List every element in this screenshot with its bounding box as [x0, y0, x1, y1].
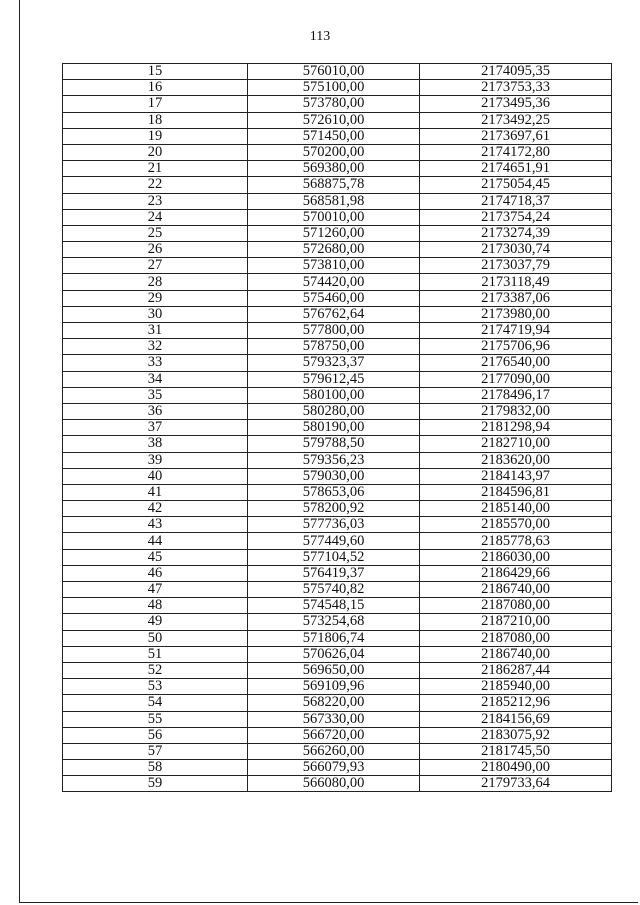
table-row — [63, 193, 612, 209]
x-coordinate-cell: 566079,93 — [248, 760, 420, 776]
x-coordinate-cell: 580190,00 — [248, 420, 420, 436]
point-number-cell: 21 — [63, 161, 248, 177]
x-coordinate-cell: 576419,37 — [248, 565, 420, 581]
point-number-cell: 42 — [63, 501, 248, 517]
y-coordinate-cell: 2187080,00 — [420, 598, 612, 614]
point-number-cell: 46 — [63, 565, 248, 581]
point-number-cell: 47 — [63, 582, 248, 598]
point-number-cell: 50 — [63, 630, 248, 646]
x-coordinate-cell: 576762,64 — [248, 306, 420, 322]
y-coordinate-cell: 2187210,00 — [420, 614, 612, 630]
point-number-cell: 34 — [63, 371, 248, 387]
x-coordinate-cell: 577800,00 — [248, 323, 420, 339]
x-coordinate-cell: 566720,00 — [248, 727, 420, 743]
table-row — [63, 64, 612, 80]
y-coordinate-cell: 2186429,66 — [420, 565, 612, 581]
table-row — [63, 727, 612, 743]
point-number-cell: 17 — [63, 96, 248, 112]
point-number-cell: 22 — [63, 177, 248, 193]
y-coordinate-cell: 2181298,94 — [420, 420, 612, 436]
point-number-cell: 40 — [63, 468, 248, 484]
x-coordinate-cell: 568581,98 — [248, 193, 420, 209]
y-coordinate-cell: 2173118,49 — [420, 274, 612, 290]
table-row — [63, 582, 612, 598]
y-coordinate-cell: 2184143,97 — [420, 468, 612, 484]
table-row — [63, 614, 612, 630]
x-coordinate-cell: 579356,23 — [248, 452, 420, 468]
table-row — [63, 760, 612, 776]
x-coordinate-cell: 579612,45 — [248, 371, 420, 387]
table-row — [63, 420, 612, 436]
point-number-cell: 44 — [63, 533, 248, 549]
point-number-cell: 54 — [63, 695, 248, 711]
y-coordinate-cell: 2185140,00 — [420, 501, 612, 517]
y-coordinate-cell: 2185940,00 — [420, 679, 612, 695]
table-row — [63, 274, 612, 290]
point-number-cell: 20 — [63, 144, 248, 160]
table-row — [63, 776, 612, 792]
y-coordinate-cell: 2183620,00 — [420, 452, 612, 468]
x-coordinate-cell: 573254,68 — [248, 614, 420, 630]
table-row — [63, 484, 612, 500]
point-number-cell: 28 — [63, 274, 248, 290]
point-number-cell: 45 — [63, 549, 248, 565]
y-coordinate-cell: 2173753,33 — [420, 80, 612, 96]
y-coordinate-cell: 2173030,74 — [420, 242, 612, 258]
y-coordinate-cell: 2184156,69 — [420, 711, 612, 727]
point-number-cell: 35 — [63, 387, 248, 403]
x-coordinate-cell: 579788,50 — [248, 436, 420, 452]
point-number-cell: 16 — [63, 80, 248, 96]
y-coordinate-cell: 2175706,96 — [420, 339, 612, 355]
x-coordinate-cell: 575100,00 — [248, 80, 420, 96]
y-coordinate-cell: 2186030,00 — [420, 549, 612, 565]
x-coordinate-cell: 568875,78 — [248, 177, 420, 193]
x-coordinate-cell: 577736,03 — [248, 517, 420, 533]
point-number-cell: 43 — [63, 517, 248, 533]
table-row — [63, 387, 612, 403]
table-row — [63, 403, 612, 419]
table-row — [63, 517, 612, 533]
point-number-cell: 41 — [63, 484, 248, 500]
point-number-cell: 37 — [63, 420, 248, 436]
table-row — [63, 468, 612, 484]
table-row — [63, 144, 612, 160]
x-coordinate-cell: 566080,00 — [248, 776, 420, 792]
table-row — [63, 679, 612, 695]
x-coordinate-cell: 574548,15 — [248, 598, 420, 614]
table-row — [63, 177, 612, 193]
table-row — [63, 501, 612, 517]
table-row — [63, 452, 612, 468]
x-coordinate-cell: 578200,92 — [248, 501, 420, 517]
x-coordinate-cell: 575740,82 — [248, 582, 420, 598]
x-coordinate-cell: 577449,60 — [248, 533, 420, 549]
point-number-cell: 38 — [63, 436, 248, 452]
table-row — [63, 598, 612, 614]
point-number-cell: 18 — [63, 112, 248, 128]
point-number-cell: 58 — [63, 760, 248, 776]
table-row — [63, 258, 612, 274]
y-coordinate-cell: 2179733,64 — [420, 776, 612, 792]
x-coordinate-cell: 578653,06 — [248, 484, 420, 500]
point-number-cell: 32 — [63, 339, 248, 355]
y-coordinate-cell: 2173387,06 — [420, 290, 612, 306]
x-coordinate-cell: 576010,00 — [248, 64, 420, 80]
x-coordinate-cell: 571260,00 — [248, 225, 420, 241]
x-coordinate-cell: 570200,00 — [248, 144, 420, 160]
y-coordinate-cell: 2186740,00 — [420, 582, 612, 598]
point-number-cell: 19 — [63, 128, 248, 144]
y-coordinate-cell: 2185212,96 — [420, 695, 612, 711]
x-coordinate-cell: 573780,00 — [248, 96, 420, 112]
y-coordinate-cell: 2186287,44 — [420, 662, 612, 678]
point-number-cell: 57 — [63, 743, 248, 759]
x-coordinate-cell: 578750,00 — [248, 339, 420, 355]
point-number-cell: 48 — [63, 598, 248, 614]
point-number-cell: 30 — [63, 306, 248, 322]
x-coordinate-cell: 572610,00 — [248, 112, 420, 128]
y-coordinate-cell: 2183075,92 — [420, 727, 612, 743]
point-number-cell: 27 — [63, 258, 248, 274]
table-row — [63, 225, 612, 241]
y-coordinate-cell: 2174172,80 — [420, 144, 612, 160]
y-coordinate-cell: 2184596,81 — [420, 484, 612, 500]
y-coordinate-cell: 2174718,37 — [420, 193, 612, 209]
y-coordinate-cell: 2180490,00 — [420, 760, 612, 776]
table-row — [63, 96, 612, 112]
y-coordinate-cell: 2179832,00 — [420, 403, 612, 419]
y-coordinate-cell: 2173754,24 — [420, 209, 612, 225]
y-coordinate-cell: 2173492,25 — [420, 112, 612, 128]
y-coordinate-cell: 2173980,00 — [420, 306, 612, 322]
table-row — [63, 306, 612, 322]
y-coordinate-cell: 2173495,36 — [420, 96, 612, 112]
point-number-cell: 56 — [63, 727, 248, 743]
table-row — [63, 630, 612, 646]
x-coordinate-cell: 569380,00 — [248, 161, 420, 177]
point-number-cell: 39 — [63, 452, 248, 468]
x-coordinate-cell: 579030,00 — [248, 468, 420, 484]
x-coordinate-cell: 573810,00 — [248, 258, 420, 274]
y-coordinate-cell: 2187080,00 — [420, 630, 612, 646]
y-coordinate-cell: 2173697,61 — [420, 128, 612, 144]
point-number-cell: 51 — [63, 646, 248, 662]
table-row — [63, 695, 612, 711]
y-coordinate-cell: 2182710,00 — [420, 436, 612, 452]
table-row — [63, 323, 612, 339]
y-coordinate-cell: 2175054,45 — [420, 177, 612, 193]
x-coordinate-cell: 570010,00 — [248, 209, 420, 225]
table-row — [63, 339, 612, 355]
x-coordinate-cell: 572680,00 — [248, 242, 420, 258]
table-row — [63, 371, 612, 387]
table-row — [63, 646, 612, 662]
table-row — [63, 533, 612, 549]
x-coordinate-cell: 569109,96 — [248, 679, 420, 695]
y-coordinate-cell: 2185570,00 — [420, 517, 612, 533]
x-coordinate-cell: 575460,00 — [248, 290, 420, 306]
coordinates-table — [62, 63, 612, 792]
coordinates-table-body — [63, 64, 612, 792]
point-number-cell: 29 — [63, 290, 248, 306]
x-coordinate-cell: 580100,00 — [248, 387, 420, 403]
x-coordinate-cell: 567330,00 — [248, 711, 420, 727]
x-coordinate-cell: 574420,00 — [248, 274, 420, 290]
table-row — [63, 711, 612, 727]
point-number-cell: 33 — [63, 355, 248, 371]
point-number-cell: 23 — [63, 193, 248, 209]
point-number-cell: 36 — [63, 403, 248, 419]
y-coordinate-cell: 2185778,63 — [420, 533, 612, 549]
table-row — [63, 662, 612, 678]
x-coordinate-cell: 571450,00 — [248, 128, 420, 144]
point-number-cell: 53 — [63, 679, 248, 695]
table-row — [63, 128, 612, 144]
y-coordinate-cell: 2186740,00 — [420, 646, 612, 662]
point-number-cell: 52 — [63, 662, 248, 678]
y-coordinate-cell: 2176540,00 — [420, 355, 612, 371]
y-coordinate-cell: 2178496,17 — [420, 387, 612, 403]
y-coordinate-cell: 2174719,94 — [420, 323, 612, 339]
y-coordinate-cell: 2177090,00 — [420, 371, 612, 387]
table-row — [63, 565, 612, 581]
point-number-cell: 59 — [63, 776, 248, 792]
table-row — [63, 290, 612, 306]
table-row — [63, 242, 612, 258]
point-number-cell: 49 — [63, 614, 248, 630]
x-coordinate-cell: 577104,52 — [248, 549, 420, 565]
y-coordinate-cell: 2181745,50 — [420, 743, 612, 759]
x-coordinate-cell: 569650,00 — [248, 662, 420, 678]
table-row — [63, 355, 612, 371]
table-row — [63, 209, 612, 225]
page-number: 113 — [309, 29, 331, 44]
point-number-cell: 25 — [63, 225, 248, 241]
y-coordinate-cell: 2173274,39 — [420, 225, 612, 241]
table-row — [63, 80, 612, 96]
point-number-cell: 15 — [63, 64, 248, 80]
point-number-cell: 26 — [63, 242, 248, 258]
y-coordinate-cell: 2174095,35 — [420, 64, 612, 80]
x-coordinate-cell: 570626,04 — [248, 646, 420, 662]
table-row — [63, 161, 612, 177]
y-coordinate-cell: 2174651,91 — [420, 161, 612, 177]
table-row — [63, 743, 612, 759]
x-coordinate-cell: 579323,37 — [248, 355, 420, 371]
x-coordinate-cell: 571806,74 — [248, 630, 420, 646]
table-row — [63, 549, 612, 565]
point-number-cell: 24 — [63, 209, 248, 225]
point-number-cell: 55 — [63, 711, 248, 727]
table-row — [63, 112, 612, 128]
x-coordinate-cell: 568220,00 — [248, 695, 420, 711]
table-row — [63, 436, 612, 452]
x-coordinate-cell: 566260,00 — [248, 743, 420, 759]
y-coordinate-cell: 2173037,79 — [420, 258, 612, 274]
point-number-cell: 31 — [63, 323, 248, 339]
x-coordinate-cell: 580280,00 — [248, 403, 420, 419]
